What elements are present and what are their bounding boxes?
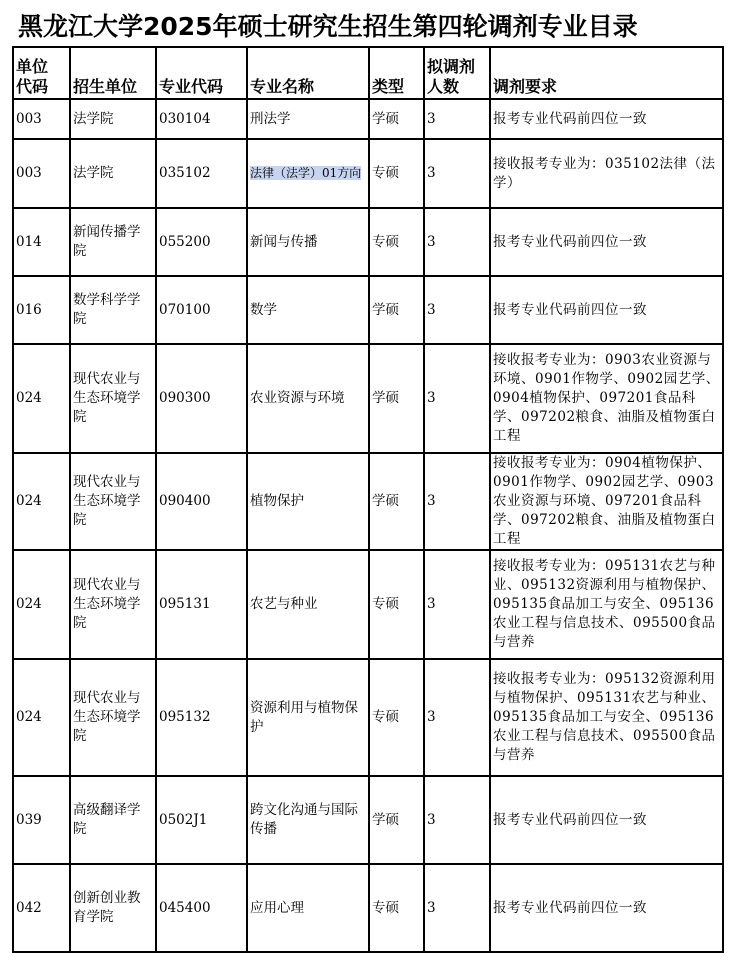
table-row [13, 864, 723, 952]
cell-requirement: 接收报考专业为：095132资源利用与植物保护、095131农艺与种业、095135食品加工与安全、095136农业工程与信息技术、095500食品与营养 [490, 659, 723, 776]
cell-major-code: 055200 [156, 208, 247, 276]
header-requirement: 调剂要求 [490, 47, 723, 99]
table-row [13, 453, 723, 550]
cell-count: 3 [424, 208, 490, 276]
table-row [13, 776, 723, 864]
cell-unit-code: 039 [13, 776, 70, 864]
cell-unit: 法学院 [70, 99, 156, 139]
table-row [13, 659, 723, 776]
cell-major-code: 095132 [156, 659, 247, 776]
cell-major-name: 农业资源与环境 [247, 344, 369, 453]
selected-text-highlight[interactable]: 法律（法学）01方向 [250, 166, 362, 180]
cell-count: 3 [424, 276, 490, 344]
cell-unit-code: 024 [13, 344, 70, 453]
header-unit: 招生单位 [70, 47, 156, 99]
cell-requirement: 接收报考专业为：095131农艺与种业、095132资源利用与植物保护、095135食品加工与安全、095136农业工程与信息技术、095500食品与营养 [490, 550, 723, 659]
table-row [13, 139, 723, 208]
cell-unit: 现代农业与生态环境学院 [70, 550, 156, 659]
header-count-text: 拟调剂 人数 [427, 57, 476, 96]
cell-major-name: 刑法学 [247, 99, 369, 139]
cell-unit: 高级翻译学院 [70, 776, 156, 864]
cell-unit-code: 024 [13, 550, 70, 659]
cell-unit-code: 016 [13, 276, 70, 344]
header-unit-code-text: 单位 代码 [16, 57, 49, 96]
cell-major-name: 数学 [247, 276, 369, 344]
cell-type: 学硕 [369, 99, 424, 139]
cell-count: 3 [424, 550, 490, 659]
cell-requirement: 报考专业代码前四位一致 [490, 776, 723, 864]
cell-unit: 现代农业与生态环境学院 [70, 344, 156, 453]
cell-major-code: 090300 [156, 344, 247, 453]
header-row [13, 47, 723, 99]
table-row [13, 208, 723, 276]
cell-major-code: 095131 [156, 550, 247, 659]
cell-type: 学硕 [369, 453, 424, 550]
cell-major-code: 030104 [156, 99, 247, 139]
header-major-name: 专业名称 [247, 47, 369, 99]
cell-requirement: 接收报考专业为：0904植物保护、0901作物学、0902园艺学、0903农业资源与环境、097201食品科学、097202粮食、油脂及植物蛋白工程 [490, 453, 723, 550]
table-row [13, 344, 723, 453]
cell-unit-code: 024 [13, 453, 70, 550]
cell-requirement: 报考专业代码前四位一致 [490, 276, 723, 344]
cell-count: 3 [424, 99, 490, 139]
cell-requirement: 接收报考专业为：035102法律（法学） [490, 139, 723, 208]
header-type: 类型 [369, 47, 424, 99]
cell-type: 专硕 [369, 659, 424, 776]
cell-type: 学硕 [369, 776, 424, 864]
cell-unit: 现代农业与生态环境学院 [70, 453, 156, 550]
header-count [424, 47, 490, 99]
cell-unit-code: 042 [13, 864, 70, 952]
cell-major-code: 045400 [156, 864, 247, 952]
cell-count: 3 [424, 776, 490, 864]
cell-unit-code: 003 [13, 99, 70, 139]
cell-major-code: 035102 [156, 139, 247, 208]
cell-type: 专硕 [369, 208, 424, 276]
adjustment-table [12, 46, 724, 953]
cell-major-name [247, 139, 369, 208]
cell-major-name: 农艺与种业 [247, 550, 369, 659]
cell-requirement: 报考专业代码前四位一致 [490, 99, 723, 139]
cell-major-name: 应用心理 [247, 864, 369, 952]
header-major-code: 专业代码 [156, 47, 247, 99]
cell-count: 3 [424, 139, 490, 208]
cell-requirement: 报考专业代码前四位一致 [490, 208, 723, 276]
cell-major-code: 0502J1 [156, 776, 247, 864]
cell-requirement: 报考专业代码前四位一致 [490, 864, 723, 952]
cell-major-code: 090400 [156, 453, 247, 550]
cell-unit: 创新创业教育学院 [70, 864, 156, 952]
cell-unit: 数学科学学院 [70, 276, 156, 344]
page-title: 黑龙江大学2025年硕士研究生招生第四轮调剂专业目录 [18, 12, 638, 41]
cell-major-name: 跨文化沟通与国际传播 [247, 776, 369, 864]
table-row [13, 99, 723, 139]
cell-major-name: 新闻与传播 [247, 208, 369, 276]
cell-unit: 新闻传播学院 [70, 208, 156, 276]
cell-major-code: 070100 [156, 276, 247, 344]
cell-requirement: 接收报考专业为：0903农业资源与环境、0901作物学、0902园艺学、0904植物保护、097201食品科学、097202粮食、油脂及植物蛋白工程 [490, 344, 723, 453]
cell-unit-code: 024 [13, 659, 70, 776]
cell-unit-code: 003 [13, 139, 70, 208]
cell-type: 专硕 [369, 550, 424, 659]
cell-unit: 现代农业与生态环境学院 [70, 659, 156, 776]
table-row [13, 276, 723, 344]
cell-type: 专硕 [369, 139, 424, 208]
cell-unit-code: 014 [13, 208, 70, 276]
cell-type: 专硕 [369, 864, 424, 952]
cell-count: 3 [424, 453, 490, 550]
header-unit-code [13, 47, 70, 99]
cell-major-name: 植物保护 [247, 453, 369, 550]
cell-major-name: 资源利用与植物保护 [247, 659, 369, 776]
cell-count: 3 [424, 344, 490, 453]
table-row [13, 550, 723, 659]
cell-type: 学硕 [369, 276, 424, 344]
cell-count: 3 [424, 659, 490, 776]
cell-count: 3 [424, 864, 490, 952]
cell-unit: 法学院 [70, 139, 156, 208]
cell-type: 学硕 [369, 344, 424, 453]
